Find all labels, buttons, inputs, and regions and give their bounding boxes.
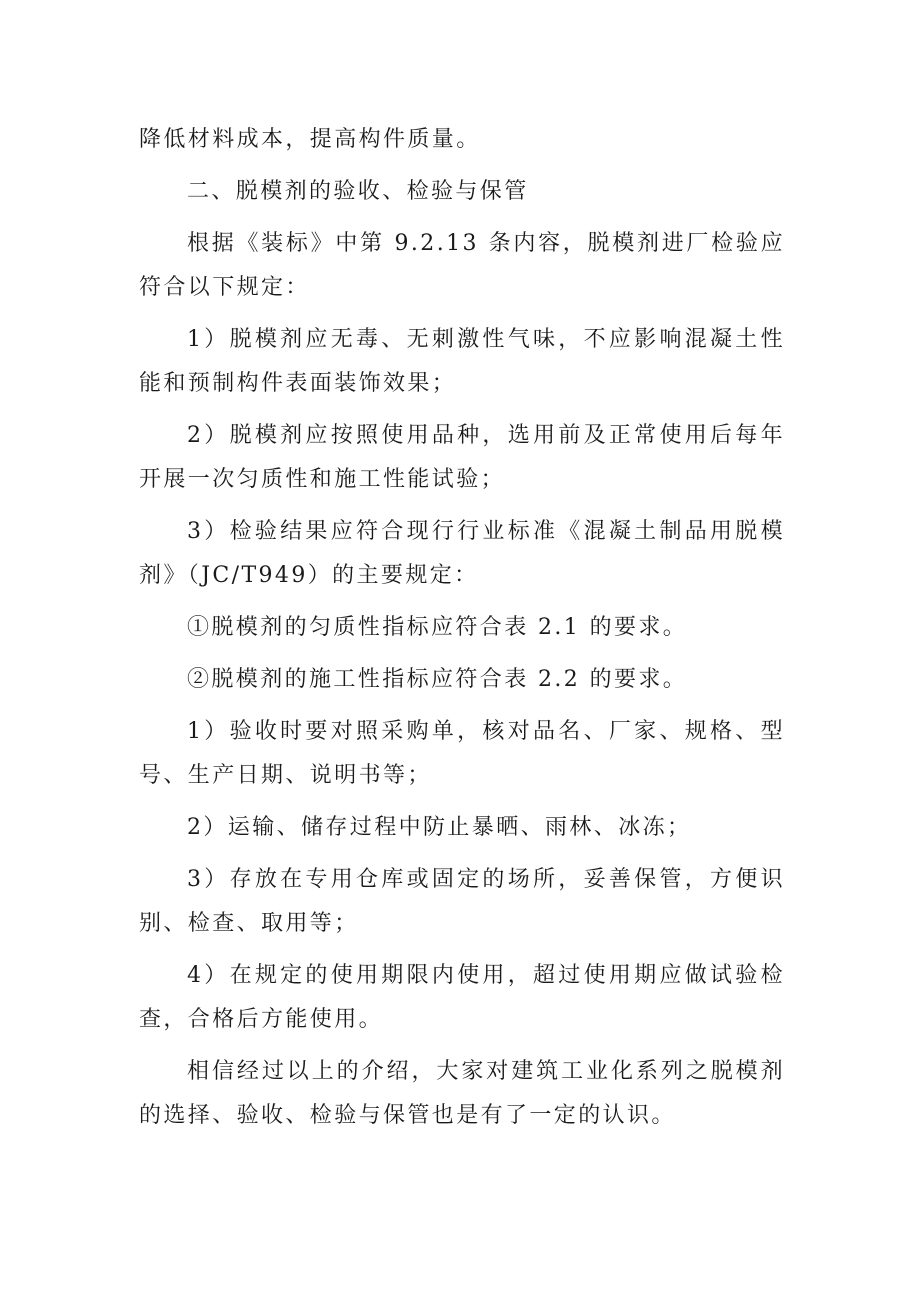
list-item-storage-1: 1）验收时要对照采购单，核对品名、厂家、规格、型号、生产日期、说明书等； — [139, 719, 785, 788]
list-item-storage-3: 3）存放在专用仓库或固定的场所，妥善保管，方便识别、检查、取用等； — [139, 867, 785, 936]
paragraph-continuation: 降低材料成本，提高构件质量。 — [139, 127, 481, 152]
sub-item-workability: ②脱模剂的施工性指标应符合表 2.2 的要求。 — [187, 667, 688, 692]
sub-item-uniformity: ①脱模剂的匀质性指标应符合表 2.1 的要求。 — [187, 615, 688, 640]
paragraph-conclusion: 相信经过以上的介绍，大家对建筑工业化系列之脱模剂的选择、验收、检验与保管也是有了一定的认识。 — [139, 1059, 785, 1128]
paragraph-intro: 根据《装标》中第 9.2.13 条内容，脱模剂进厂检验应符合以下规定： — [139, 231, 785, 300]
section-heading: 二、脱模剂的验收、检验与保管 — [187, 179, 529, 204]
list-item-storage-4: 4）在规定的使用期限内使用，超过使用期应做试验检查，合格后方能使用。 — [139, 963, 785, 1032]
list-item-inspection-1: 1）脱模剂应无毒、无刺激性气味，不应影响混凝土性能和预制构件表面装饰效果； — [139, 327, 785, 396]
list-item-inspection-2: 2）脱模剂应按照使用品种，选用前及正常使用后每年开展一次匀质性和施工性能试验； — [139, 423, 785, 492]
list-item-inspection-3: 3）检验结果应符合现行行业标准《混凝土制品用脱模剂》（JC/T949）的主要规定： — [139, 519, 785, 588]
document-page — [139, 118, 785, 1138]
list-item-storage-2: 2）运输、储存过程中防止暴晒、雨林、冰冻； — [187, 815, 692, 840]
